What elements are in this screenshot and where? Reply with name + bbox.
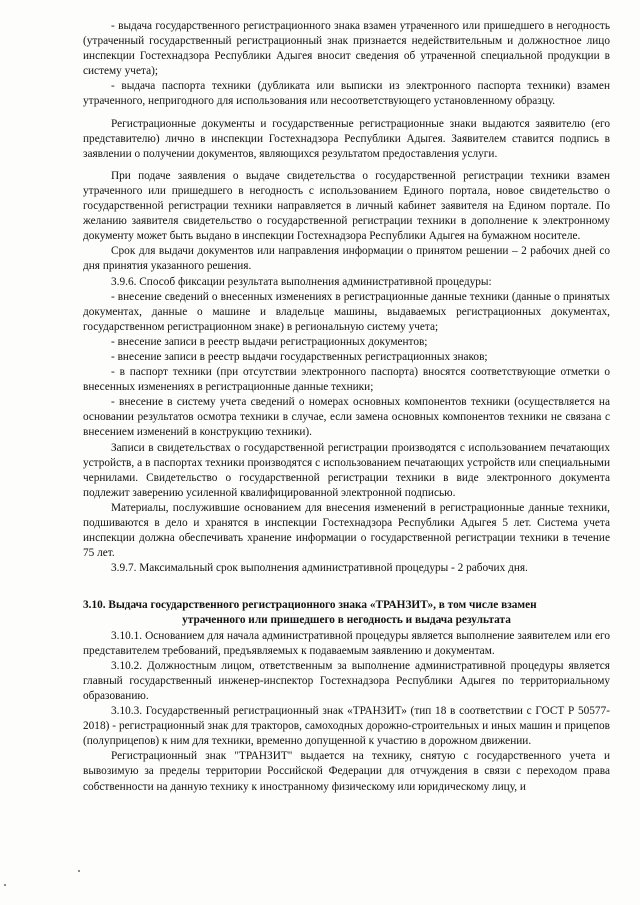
document-body (83, 19, 610, 795)
paragraph: Регистрационный знак "ТРАНЗИТ" выдается на технику, снятую с государственного учета и вывозимую за пределы территории Российской Федерации для отчуждения в связи с переходом права собственности на данную технику к иностранному физическому или юридическому лицу, и (83, 750, 610, 793)
paragraph: При подаче заявления о выдаче свидетельства о государственной регистрации техники взамен утраченного или пришедшего в негодность с использованием Единого портала, новое свидетельство о государственной регистрации техники направляется в личный кабинет заявителя на Едином портале. По желанию заявителя свидетельство о государственной регистрации техники в дополнение к электронному документу может быть выдано в инспекции Гостехнадзора Республики Адыгея на бумажном носителе. (83, 169, 610, 243)
section-heading-line-2: утраченного или пришедшего в негодность и выдача результата (182, 614, 511, 627)
section-heading-line-1: 3.10. Выдача государственного регистрационного знака «ТРАНЗИТ», в том числе взамен (83, 599, 537, 612)
paragraph: 3.10.3. Государственный регистрационный знак «ТРАНЗИТ» (тип 18 в соответствии с ГОСТ Р 50577-2018) - регистрационный знак для тракторов, самоходных дорожно-строительных и иных машин и прицепов (полуприцепов) к ним для техники, временно допущенной к участию в дорожном движении. (83, 705, 610, 748)
paragraph: 3.9.6. Способ фиксации результата выполнения административной процедуры: (111, 275, 492, 288)
paragraph: 3.10.2. Должностным лицом, ответственным за выполнение административной процедуры является главный государственный инженер-инспектор Гостехнадзора Республики Адыгея по территориальному образованию. (83, 659, 610, 702)
paragraph: Материалы, послужившие основанием для внесения изменений в регистрационные данные техники, подшиваются в дело и хранятся в инспекции Гостехнадзора Республики Адыгея 5 лет. Система учета инспекции должна обеспечивать хранение информации о государственной регистрации техники в течение 75 лет. (83, 501, 610, 560)
scan-speck (78, 870, 80, 872)
paragraph: - выдача государственного регистрационного знака взамен утраченного или пришедшего в негодность (утраченный государственный регистрационный знак признается недействительным и должностное лицо инспекции Гостехнадзора Республики Адыгея вносит сведения об утраченной специальной продукции в систему учета); (83, 20, 610, 78)
paragraph: 3.9.7. Максимальный срок выполнения административной процедуры - 2 рабочих дня. (111, 562, 528, 575)
list-item: - внесение записи в реестр выдачи регистрационных документов; (111, 335, 428, 348)
paragraph: 3.10.1. Основанием для начала административной процедуры является выполнение заявителем или его представителем требований, предъявляемых к подаваемым заявлению и документам. (83, 629, 610, 657)
scan-speck (4, 884, 6, 886)
list-item: - внесение в систему учета сведений о номерах основных компонентов техники (осуществляется на основании результатов осмотра техники в случае, если замена основных компонентов техники не связана с внесением изменений в конструкцию техники). (83, 396, 610, 439)
paragraph: Регистрационные документы и государственные регистрационные знаки выдаются заявителю (его представителю) лично в инспекции Гостехнадзора Республики Адыгея. Заявителем ставится подпись в заявлении о получении документов, являющихся результатом предоставления услуги. (83, 117, 610, 160)
list-item: - внесение сведений о внесенных изменениях в регистрационные данные техники (данные о принятых документах, данные о машине и владельце машины, выдаваемых регистрационных документах, государственном регистрационном знаке) в региональную систему учета; (83, 290, 610, 333)
list-item: - в паспорт техники (при отсутствии электронного паспорта) вносятся соответствующие отметки о внесенных изменениях в регистрационные данные техники; (83, 366, 610, 394)
section-heading (83, 598, 610, 628)
list-item: - внесение записи в реестр выдачи государственных регистрационных знаков; (111, 350, 488, 363)
paragraph: Записи в свидетельствах о государственной регистрации производятся с использованием печатающих устройств, а в паспортах техники производятся с использованием печатающих устройств или специальными чернилами. Свидетельство о государственной регистрации техники в виде электронного документа подлежит заверению усиленной квалифицированной электронной подписью. (83, 441, 610, 499)
paragraph: Срок для выдачи документов или направления информации о принятом решении – 2 рабочих дней со дня принятия указанного решения. (83, 245, 610, 273)
paragraph: - выдача паспорта техники (дубликата или выписки из электронного паспорта техники) взамен утраченного, непригодного для использования или несоответствующего установленному образцу. (83, 80, 610, 108)
